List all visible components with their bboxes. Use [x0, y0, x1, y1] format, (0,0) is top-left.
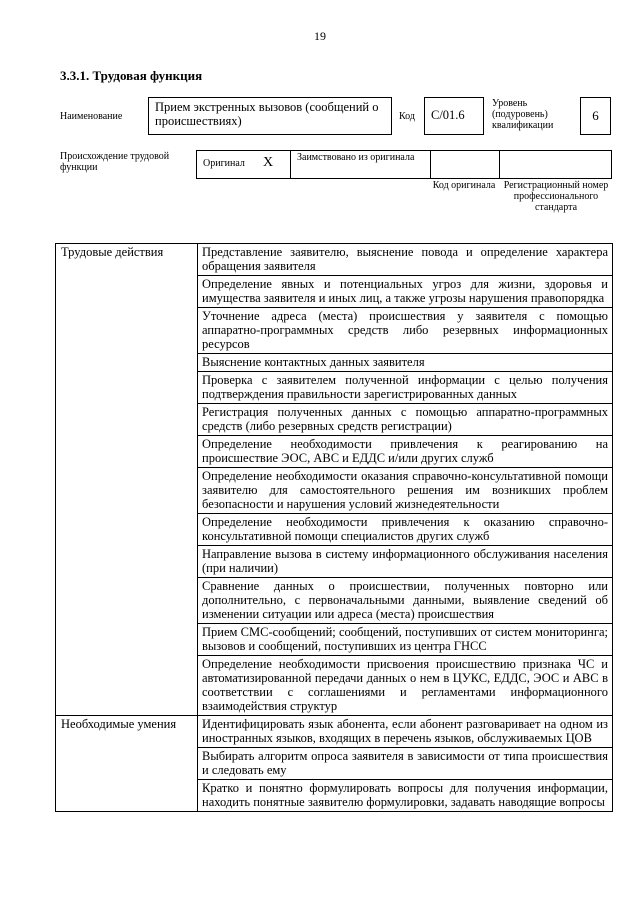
reg-number-caption: Регистрационный номер профессионального стандарта — [503, 180, 609, 213]
borrowed-label: Заимствовано из оригинала — [297, 152, 415, 163]
code-original-caption: Код оригинала — [432, 180, 496, 191]
original-mark: X — [263, 155, 274, 170]
level-value: 6 — [580, 97, 611, 135]
page-number: 19 — [314, 29, 326, 43]
table-cell: Регистрация полученных данных с помощью аппаратно-программных средств (либо резервных средств регистрации) — [198, 404, 613, 436]
origin-divider — [290, 151, 291, 178]
table-cell: Определение необходимости оказания справочно-консультативной помощи заявителю для самостоятельного решения им возникших проблем безопасности и нарушения условий жизнедеятельности — [198, 468, 613, 514]
name-label: Наименование — [60, 111, 123, 122]
origin-divider — [430, 151, 431, 178]
origin-label: Происхождение трудовой функции — [60, 151, 170, 173]
table-cell: Выбирать алгоритм опроса заявителя в зависимости от типа происшествия и следовать ему — [198, 748, 613, 780]
category-label: Необходимые умения — [56, 716, 198, 812]
table-cell: Направление вызова в систему информационного обслуживания населения (при наличии) — [198, 546, 613, 578]
name-value: Прием экстренных вызовов (сообщений о происшествиях) — [148, 97, 392, 135]
level-label: Уровень (подуровень) квалификации — [492, 98, 554, 131]
code-label: Код — [399, 111, 415, 122]
category-label: Трудовые действия — [56, 244, 198, 716]
table-cell: Представление заявителю, выяснение повода и определение характера обращения заявителя — [198, 244, 613, 276]
code-value: С/01.6 — [424, 97, 484, 135]
table-cell: Кратко и понятно формулировать вопросы для получения информации, находить понятные заявителю формулировки, задавать наводящие вопросы — [198, 780, 613, 812]
action-row — [56, 244, 613, 276]
table-cell: Выяснение контактных данных заявителя — [198, 354, 613, 372]
table-cell: Сравнение данных о происшествии, полученных повторно или дополнительно, с первоначальными данными, выявление сведений об изменении ситуации или адреса (места) происшествия — [198, 578, 613, 624]
functions-table — [55, 243, 613, 812]
section-title: 3.3.1. Трудовая функция — [60, 68, 203, 83]
origin-divider — [499, 151, 500, 178]
original-label: Оригинал — [203, 158, 245, 169]
skill-row — [56, 716, 613, 748]
table-cell: Определение необходимости привлечения к оказанию справочно-консультативной помощи специалистов других служб — [198, 514, 613, 546]
table-cell: Проверка с заявителем полученной информации с целью получения подтверждения правильности зарегистрированных данных — [198, 372, 613, 404]
table-cell: Прием СМС-сообщений; сообщений, поступивших от систем мониторинга; вызовов и сообщений, поступивших из центра ГНСС — [198, 624, 613, 656]
table-cell: Определение явных и потенциальных угроз для жизни, здоровья и имущества заявителя и иных лиц, а также угрозы нарушения правопорядка — [198, 276, 613, 308]
table-cell: Уточнение адреса (места) происшествия у заявителя с помощью аппаратно-программных средств либо резервных информационных ресурсов — [198, 308, 613, 354]
table-cell: Определение необходимости присвоения происшествию признака ЧС и автоматизированной передачи данных о нем в ЦУКС, ЕДДС, ЭОС и АВС в соответствии с соглашениями и регламентами информационного взаимодействия структур — [198, 656, 613, 716]
table-cell: Идентифицировать язык абонента, если абонент разговаривает на одном из иностранных языков, входящих в перечень языков, обслуживаемых ЦОВ — [198, 716, 613, 748]
table-cell: Определение необходимости привлечения к реагированию на происшествие ЭОС, АВС и ЕДДС и/или других служб — [198, 436, 613, 468]
